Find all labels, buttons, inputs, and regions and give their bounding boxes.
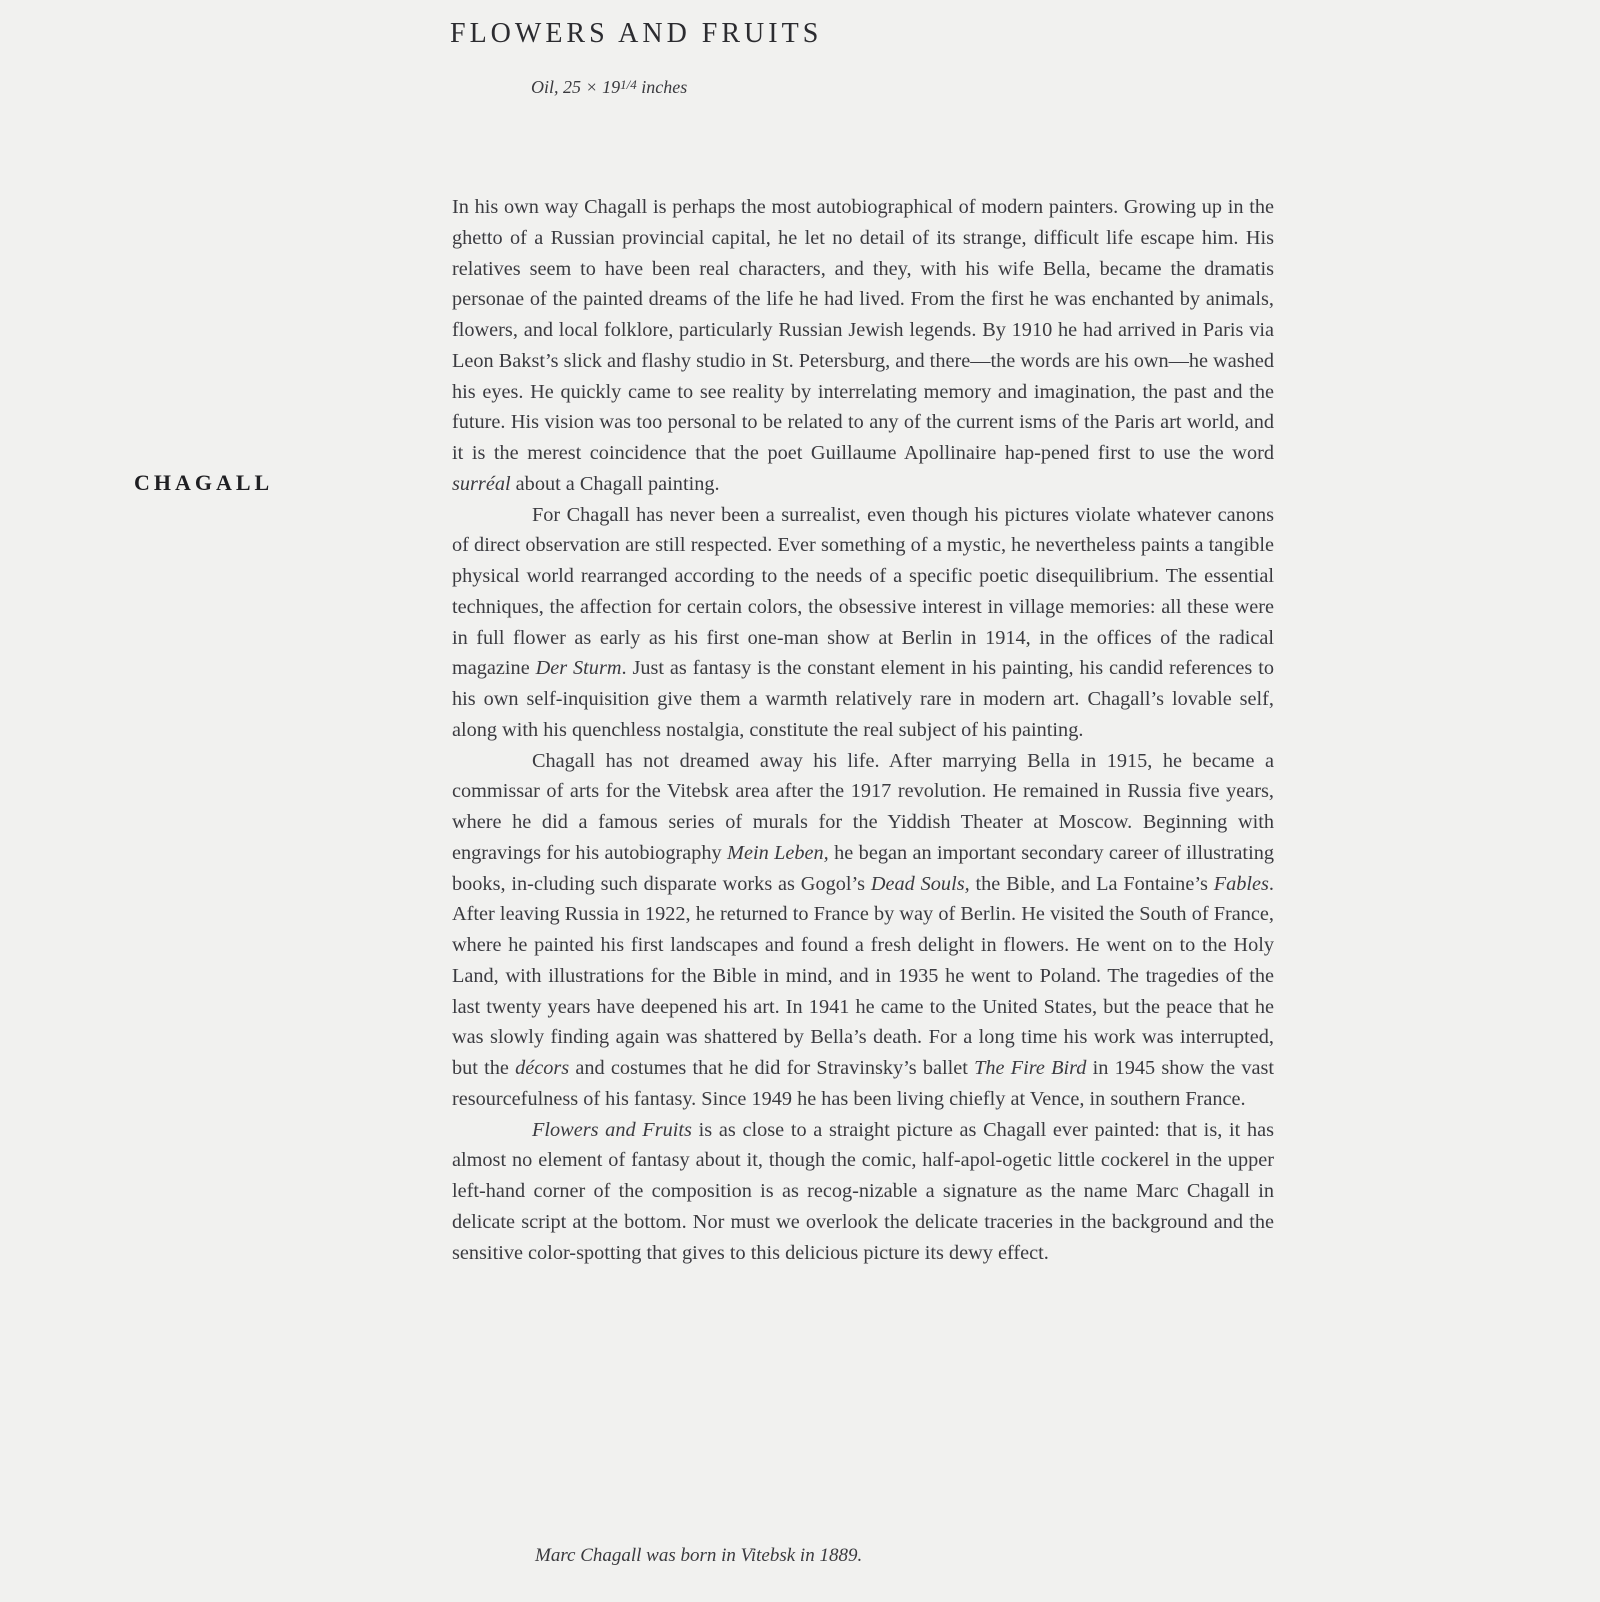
text-run: he began an important secondary career of illustrating books, in-cluding such disparate works as Gogol’s [452,841,1274,895]
text-run: is as close to a straight picture as Chagall ever painted: that is, it has almost no element of fantasy about it, though the comic, half-apol-ogetic little cockerel in the upper left-hand corner of the composition is as recog-nizable a signature as the name Marc Chagall in delicate script at the bottom. Nor must we overlook the delicate traceries in the background and the sensitive color-spotting that gives to this delicious picture its dewy effect. [452,1118,1274,1264]
essay-paragraph [452,746,1274,1115]
text-run: about a Chagall painting. [510,472,720,495]
text-run: in 1945 show the vast resourcefulness of his fantasy. Since 1949 he has been living chiefly at Vence, in southern France. [452,1057,1274,1110]
text-run: the Bible, and La Fontaine’s [969,872,1214,895]
italic-text-run: The Fire Bird [974,1057,1087,1079]
italic-text-run: Fables [1213,872,1269,895]
medium-suffix: inches [636,77,688,97]
italic-text-run: Der Sturm [535,657,622,680]
italic-text-run: décors [515,1057,570,1079]
text-run: Chagall has not dreamed away his life. After marrying Bella in 1915, he became a commissar of arts for the Vitebsk area after the 1917 revolution. He remained in Russia five years, where he did a famous series of murals for the Yiddish Theater at Moscow. Beginning with engravings for his autobiography [452,749,1274,864]
essay-paragraph [452,192,1274,500]
text-run: For Chagall has never been a surrealist, even though his pictures violate whatever canons of direct observation are still respected. Ever something of a mystic, he nevertheless paints a tangible physical world rearranged according to the needs of a specific poetic disequilibrium. The essential techniques, the affection for certain colors, the obsessive interest in village memories: all these were in full flower as early as his first one-man show at Berlin in 1914, in the offices of the radical magazine [452,503,1274,680]
artist-name: CHAGALL [134,470,274,495]
essay-paragraph [452,500,1274,746]
medium-prefix: Oil, 25 × 19 [531,77,621,97]
essay-paragraph [452,1115,1274,1269]
italic-text-run: surréal [452,472,511,495]
artist-birth-note: Marc Chagall was born in Vitebsk in 1889. [535,1545,863,1566]
italic-text-run: Flowers and Fruits [532,1118,692,1141]
essay-body [452,192,1274,1268]
artwork-medium-caption [531,77,687,98]
medium-fraction: 1/4 [620,77,637,92]
text-run: . Just as fantasy is the constant element in his painting, his candid references to his own self-inquisition give them a warmth relatively rare in modern art. Chagall’s lovable self, along with his quenchless nostalgia, constitute the real subject of his painting. [452,657,1274,741]
italic-text-run: Dead Souls, [870,872,970,895]
text-run: . After leaving Russia in 1922, he returned to France by way of Berlin. He visited the South of France, where he painted his first landscapes and found a fresh delight in flowers. He went on to the Holy Land, with illustrations for the Bible in mind, and in 1935 he went to Poland. The tragedies of the last twenty years have deepened his art. In 1941 he came to the United States, but the peace that he was slowly finding again was shattered by Bella’s death. For a long time his work was interrupted, but the [452,872,1274,1079]
page-title: FLOWERS AND FRUITS [450,18,823,49]
italic-text-run: Mein Leben, [727,841,829,864]
text-run: and costumes that he did for Stravinsky’s ballet [569,1057,975,1079]
text-run: In his own way Chagall is perhaps the most autobiographical of modern painters. Growing up in the ghetto of a Russian provincial capital, he let no detail of its strange, difficult life escape him. His relatives seem to have been real characters, and they, with his wife Bella, became the dramatis personae of the painted dreams of the life he had lived. From the first he was enchanted by animals, flowers, and local folklore, particularly Russian Jewish legends. By 1910 he had arrived in Paris via Leon Bakst’s slick and flashy studio in St. Petersburg, and there—the words are his own—he washed his eyes. He quickly came to see reality by interrelating memory and imagination, the past and the future. His vision was too personal to be related to any of the current isms of the Paris art world, and it is the merest coincidence that the poet Guillaume Apollinaire hap-pened first to use the word [452,196,1274,464]
